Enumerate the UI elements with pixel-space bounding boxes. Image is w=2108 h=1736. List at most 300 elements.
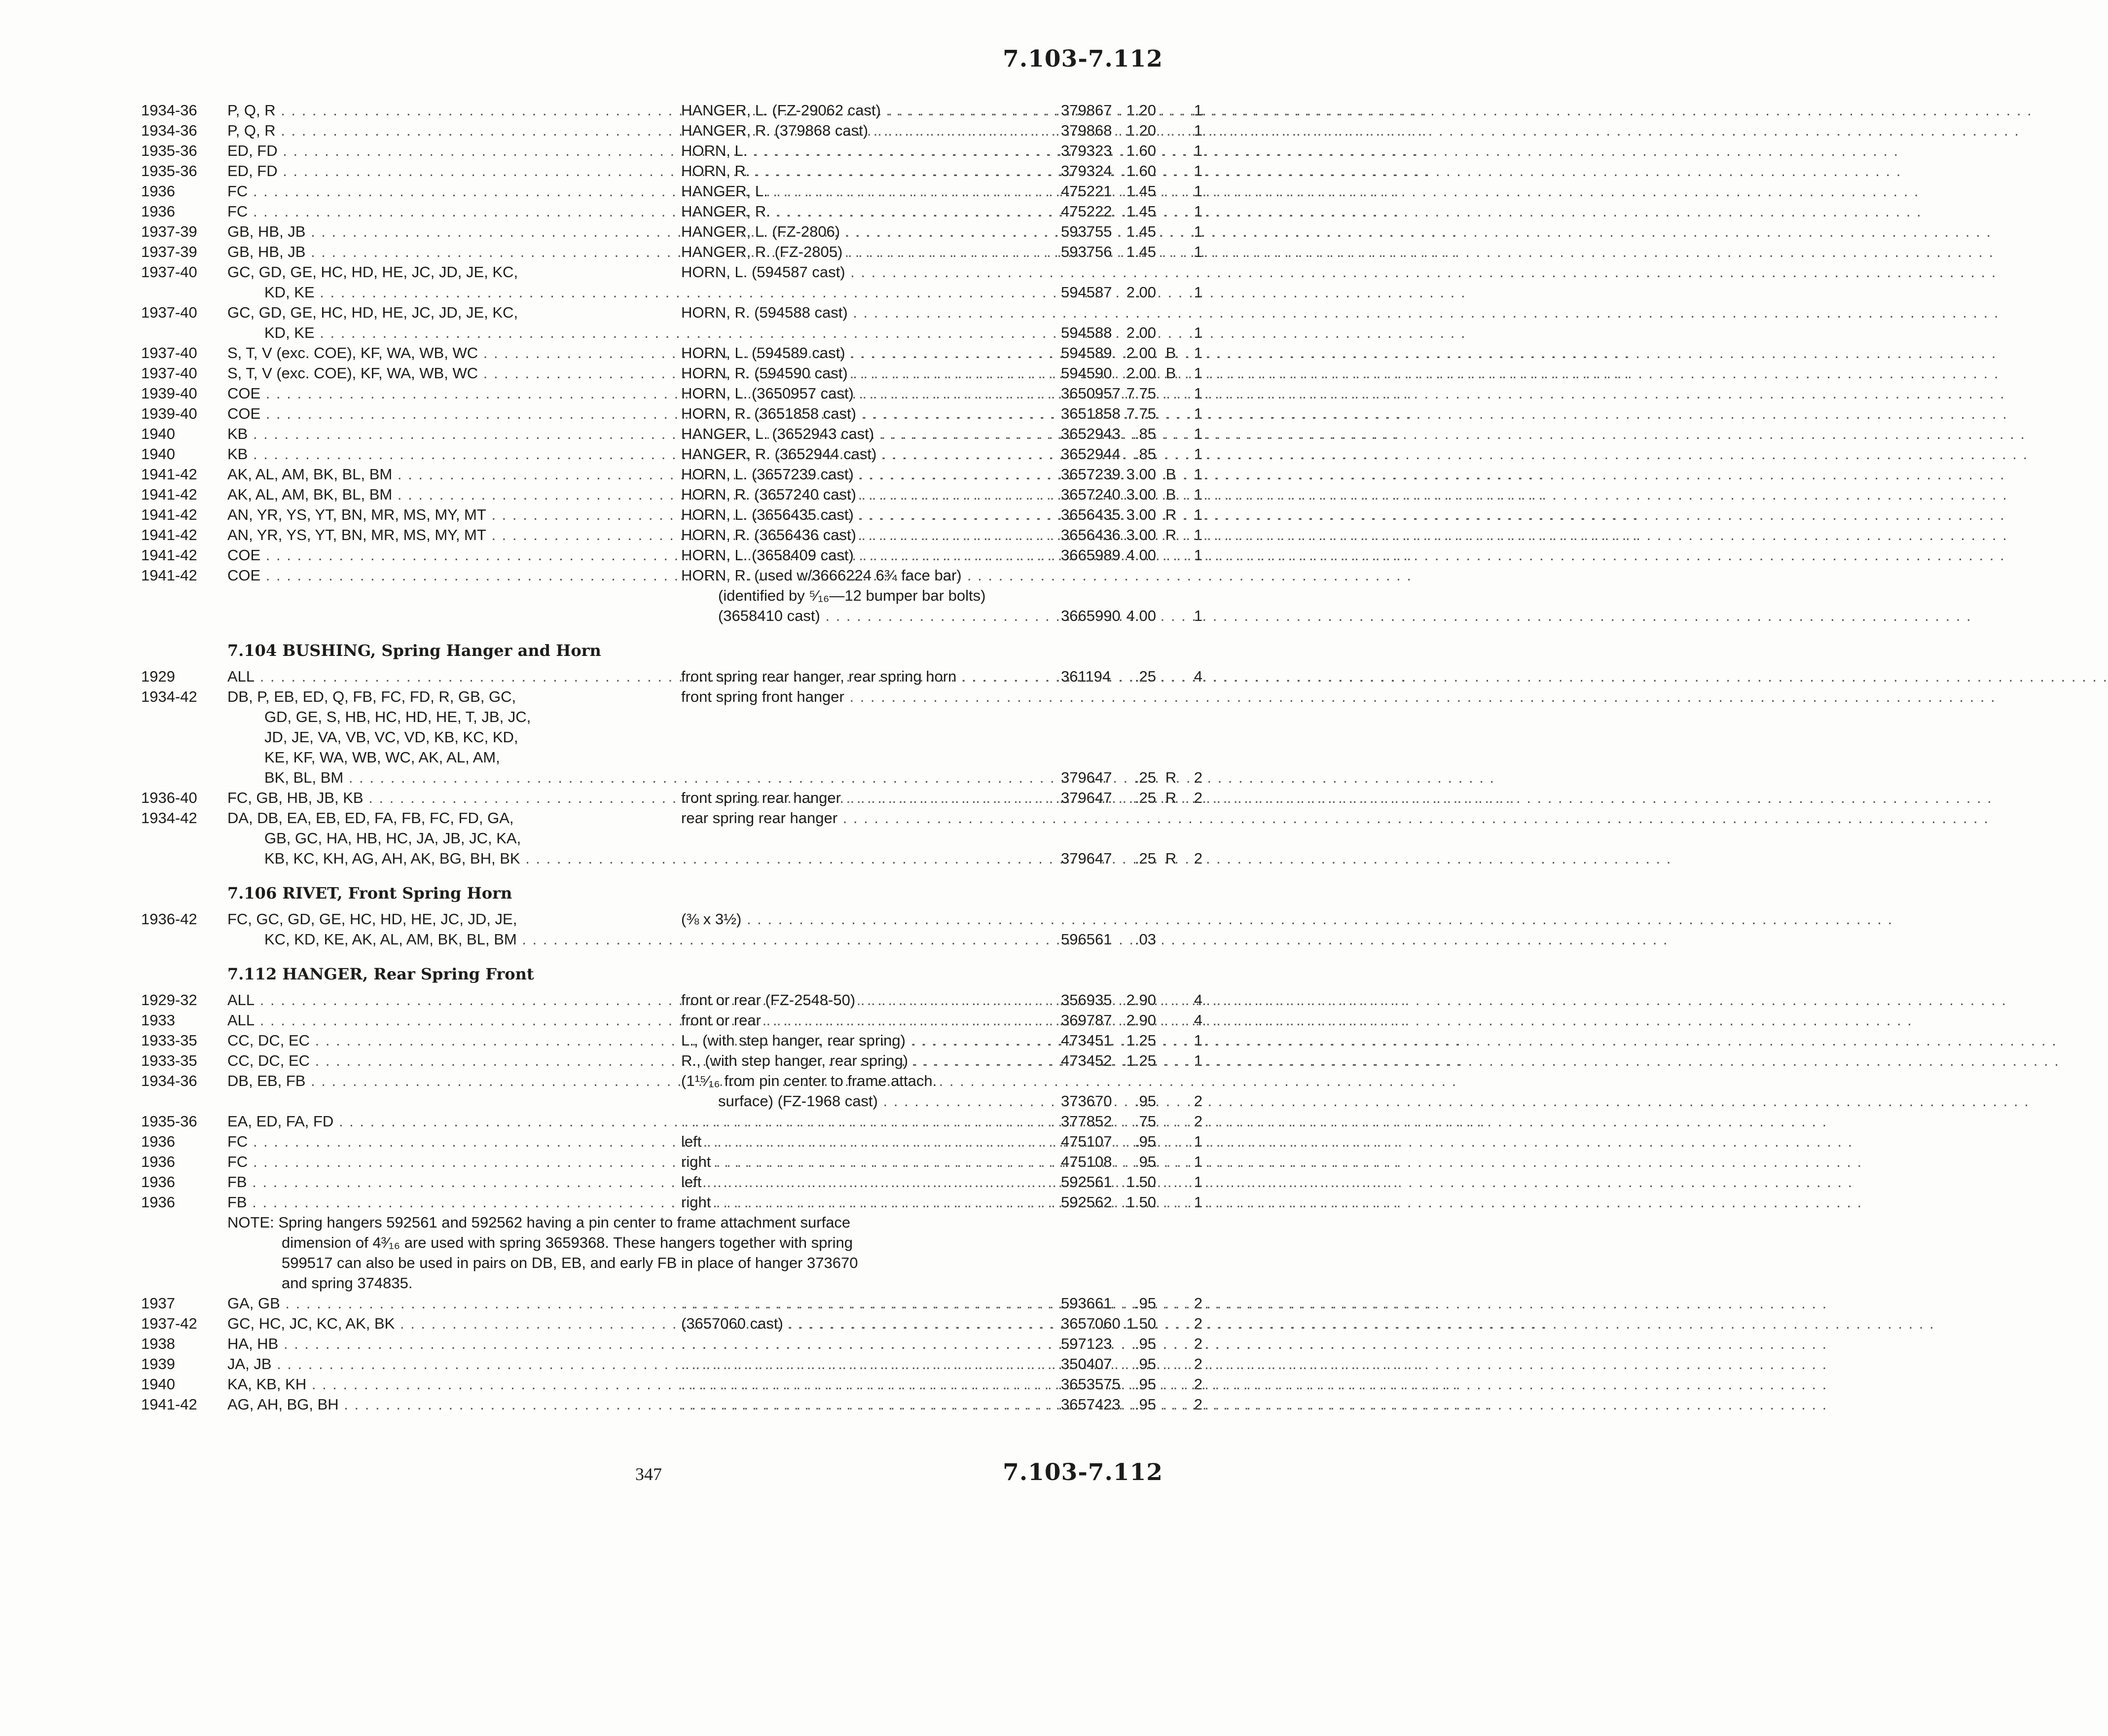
table-row [141,100,1202,120]
models-cell: FC . . . [227,181,681,201]
models-cell: P, Q, R . . . [227,120,681,141]
description-cell [681,1334,1061,1354]
year-cell: 1936 [141,1133,175,1150]
models-cell: ALL . . . [227,666,681,687]
quantity-cell: 1 [1194,162,1202,180]
table-row [141,1293,1202,1313]
table-row [141,687,1163,707]
models-cell: KB . . . [227,424,681,444]
year-cell: 1941-42 [141,506,197,523]
part-number-cell: 379647 [1061,850,1112,867]
table-row [141,909,1163,929]
year-cell: 1937-42 [141,1315,197,1332]
models-cell: P, Q, R . . . [227,100,681,120]
empty-cell [1061,707,1098,727]
price-cell: 2.00 [1126,284,1156,301]
part-number-cell: 3651858 [1061,405,1121,422]
models-cell-continued: BK, BL, BM . . . [227,767,681,788]
empty-cell [1186,585,1202,606]
empty-cell [1156,585,1186,606]
part-number-cell: 3657423 [1061,1396,1121,1413]
note-line: and spring 374835. [282,1274,413,1292]
description-cell-continued [681,747,1061,767]
description-cell: HANGER, L. (3652943 cast) . . . [681,424,1061,444]
year-cell: 1937-40 [141,364,197,382]
description-cell: HORN, L. (594589 cast) . . . [681,343,1061,363]
year-cell: 1937-40 [141,263,197,281]
price-cell: 2.00 [1126,344,1156,362]
part-number-cell: 594587 [1061,284,1112,301]
description-cell: (3657060 cast) . . . [681,1313,1061,1334]
description-cell: HORN, L. (594587 cast) . . . [681,262,1061,282]
empty-cell [1061,828,1098,848]
models-cell-continued: KB, KC, KH, AG, AH, AK, BG, BH, BK . . . [227,848,681,868]
price-cell: .95 [1134,1295,1156,1312]
empty-cell [141,767,227,788]
description-cell: left . . . [681,1131,1061,1152]
part-number-cell: 475222 [1061,203,1112,220]
models-cell: FC . . . [227,1131,681,1152]
models-cell: AN, YR, YS, YT, BN, MR, MS, MY, MT . . . [227,505,681,525]
models-cell: FC, GC, GD, GE, HC, HD, HE, JC, JD, JE, [227,910,517,928]
description-cell: R., (with step hanger, rear spring) . . . [681,1050,1061,1071]
table-row [141,1172,1202,1192]
models-cell: COE . . . [227,403,681,424]
models-cell: COE . . . [227,545,681,565]
table-row [141,525,1202,545]
part-number-cell: 379867 [1061,102,1112,119]
quantity-cell: 1 [1194,526,1202,543]
empty-cell [1186,828,1202,848]
empty-cell [141,929,227,949]
empty-cell [141,727,227,747]
price-cell: .75 [1134,1113,1156,1130]
models-cell-continued: GD, GE, S, HB, HC, HD, HE, T, JB, JC, [264,708,531,725]
description-cell: HORN, R. (3657240 cast) . . . [681,484,1061,505]
empty-cell [1186,707,1202,727]
quantity-cell: 1 [1194,223,1202,240]
models-cell: EA, ED, FA, FD . . . [227,1111,681,1131]
description-cell-continued [681,707,1061,727]
price-cell: 7.75 [1126,405,1156,422]
models-cell-continued: GB, GC, HA, HB, HC, JA, JB, JC, KA, [264,830,521,847]
table-row [141,221,1202,242]
models-cell: FB . . . [227,1192,681,1212]
quantity-cell: 2 [1194,1092,1202,1110]
quantity-cell: 2 [1194,1396,1202,1413]
empty-cell [1156,828,1186,848]
section-heading-7-106: 7.106 RIVET, Front Spring Horn [227,884,512,903]
price-cell: .25 [1134,769,1156,786]
quantity-cell: 1 [1194,284,1202,301]
empty-cell [1098,828,1156,848]
flag-cell: R [1165,769,1177,786]
price-cell: 1.50 [1126,1315,1156,1332]
page-number: 347 [635,1464,662,1484]
year-cell: 1941-42 [141,1396,197,1413]
quantity-cell: 1 [1194,142,1202,159]
table-row [141,403,1202,424]
table-row [141,1152,1202,1172]
table-row-continued [141,767,1202,788]
year-cell: 1939 [141,1355,175,1373]
note-block [141,1212,1076,1293]
year-cell: 1937-39 [141,243,197,260]
part-number-cell: 379647 [1061,789,1112,806]
year-cell: 1940 [141,445,175,463]
year-cell: 1934-36 [141,1072,197,1089]
description-cell-continued [681,828,1061,848]
empty-cell [1061,585,1098,606]
description-cell-continued: (identified by ⁵⁄₁₆—12 bumper bar bolts) [718,587,986,604]
models-cell: ED, FD . . . [227,161,681,181]
year-cell: 1936-40 [141,789,197,806]
table-row [141,990,1202,1010]
table-row-continued [141,323,1202,343]
part-number-cell: 3650957 [1061,385,1121,402]
quantity-cell: 1 [1194,1032,1202,1049]
part-number-cell: 596561 [1061,931,1112,948]
price-cell: 1.45 [1126,203,1156,220]
year-cell: 1934-42 [141,688,197,705]
price-cell: 7.75 [1126,385,1156,402]
quantity-cell: 1 [1194,102,1202,119]
models-cell: JA, JB . . . [227,1354,681,1374]
table-row-continued [141,828,1163,848]
description-cell: left . . . [681,1172,1061,1192]
parts-table-7-112 [141,990,1202,1212]
quantity-cell: 1 [1194,405,1202,422]
description-cell: HANGER, R. (379868 cast) . . . [681,120,1061,141]
models-cell: GB, HB, JB . . . [227,242,681,262]
quantity-cell: 2 [1194,1113,1202,1130]
year-cell: 1941-42 [141,567,197,584]
part-number-cell: 597123 [1061,1335,1112,1352]
flag-cell: B [1165,466,1176,483]
table-row [141,666,1202,687]
part-number-cell: 3665990 [1061,607,1121,624]
price-cell: .95 [1134,1396,1156,1413]
part-number-cell: 361194 [1061,668,1111,685]
description-cell [681,1374,1061,1394]
section-heading-7-112: 7.112 HANGER, Rear Spring Front [227,965,534,983]
part-number-cell: 356935 [1061,991,1112,1009]
part-number-cell: 369787 [1061,1012,1112,1029]
description-cell: (⅜ x 3½) . . . [681,909,1061,929]
price-cell: .95 [1134,1375,1156,1393]
models-cell: GC, GD, GE, HC, HD, HE, JC, JD, JE, KC, [227,263,518,281]
models-cell-continued: KC, KD, KE, AK, AL, AM, BK, BL, BM . . . [227,929,681,949]
page-footer-section-code: 7.103-7.112 [1003,1459,1163,1486]
part-number-cell: 592562 [1061,1194,1112,1211]
empty-cell [1186,747,1202,767]
description-cell: HORN, R. (3656436 cast) . . . [681,525,1061,545]
quantity-cell: 1 [1194,1173,1202,1191]
year-cell: 1937-40 [141,304,197,321]
part-number-cell: 593755 [1061,223,1112,240]
table-row-continued [141,1091,1202,1111]
table-row-continued [141,606,1202,626]
part-number-cell: 3652944 [1061,445,1121,463]
description-cell: HORN, R. (3651858 cast) . . . [681,403,1061,424]
year-cell: 1938 [141,1335,175,1352]
flag-cell: R [1165,850,1177,867]
models-cell-continued [227,585,681,606]
price-cell: .85 [1134,425,1156,442]
empty-cell [1156,747,1186,767]
year-cell: 1935-36 [141,162,197,180]
quantity-cell: 1 [1194,1133,1202,1150]
year-cell: 1933-35 [141,1052,197,1069]
table-row [141,1071,1163,1091]
description-cell: HANGER, R. (3652944 cast) . . . [681,444,1061,464]
models-cell: DA, DB, EA, EB, ED, FA, FB, FC, FD, GA, [227,809,514,827]
models-cell: GA, GB . . . [227,1293,681,1313]
quantity-cell: 1 [1194,486,1202,503]
table-row [141,1030,1202,1050]
models-cell: AN, YR, YS, YT, BN, MR, MS, MY, MT . . . [227,525,681,545]
quantity-cell: 1 [1194,1153,1202,1170]
price-cell: .03 [1134,931,1156,948]
description-cell: rear spring rear hanger . . . [681,808,1061,828]
price-cell: .95 [1134,1092,1156,1110]
part-number-cell: 475108 [1061,1153,1112,1170]
part-number-cell: 475107 [1061,1133,1112,1150]
year-cell: 1937 [141,1295,175,1312]
models-cell: FC, GB, HB, JB, KB . . . [227,788,681,808]
empty-cell [141,848,227,868]
quantity-cell: 1 [1194,344,1202,362]
flag-cell: B [1165,344,1176,362]
table-row [141,1192,1202,1212]
year-cell: 1934-36 [141,102,197,119]
description-cell: HANGER, R. . . . [681,201,1061,221]
price-cell: .95 [1134,1153,1156,1170]
quantity-cell: 1 [1194,445,1202,463]
table-row-continued [141,848,1202,868]
year-cell: 1936 [141,1153,175,1170]
quantity-cell: 2 [1194,1355,1202,1373]
part-number-cell: 473451 [1061,1032,1112,1049]
table-row [141,141,1202,161]
quantity-cell: 4 [1194,1012,1202,1029]
part-number-cell: 379323 [1061,142,1112,159]
table-row [141,1334,1202,1354]
table-row-continued [141,747,1163,767]
table-row [141,161,1202,181]
parts-table-7-106 [141,909,1163,949]
description-cell: HORN, R. . . . [681,161,1061,181]
quantity-cell: 2 [1194,1315,1202,1332]
part-number-cell: 379868 [1061,122,1112,139]
price-cell: 3.00 [1126,526,1156,543]
models-cell-continued [227,1091,681,1111]
part-number-cell: 3656435 [1061,506,1121,523]
year-cell: 1937-39 [141,223,197,240]
part-number-cell: 3653575 [1061,1375,1121,1393]
table-row-continued [141,585,1163,606]
models-cell: KB . . . [227,444,681,464]
models-cell: ED, FD . . . [227,141,681,161]
year-cell: 1941-42 [141,526,197,543]
table-row-continued [141,929,1163,949]
quantity-cell: 1 [1194,425,1202,442]
description-cell: HORN, L. (3656435 cast) . . . [681,505,1061,525]
empty-cell [1061,727,1098,747]
year-cell: 1929-32 [141,991,197,1009]
description-cell-continued [681,727,1061,747]
models-cell: AG, AH, BG, BH . . . [227,1394,681,1414]
models-cell: FC . . . [227,1152,681,1172]
empty-cell [1061,747,1098,767]
table-row [141,1111,1202,1131]
quantity-cell: 1 [1194,182,1202,200]
price-cell: 2.90 [1126,1012,1156,1029]
table-row [141,363,1202,383]
flag-cell: R [1165,506,1177,523]
table-row [141,484,1202,505]
price-cell: .25 [1134,789,1156,806]
quantity-cell: 1 [1194,122,1202,139]
quantity-cell: 1 [1194,466,1202,483]
part-number-cell: 350407 [1061,1355,1112,1373]
price-cell: 3.00 [1126,486,1156,503]
table-row-continued [141,282,1202,302]
table-row [141,181,1202,201]
description-cell: front or rear . . . [681,1010,1061,1030]
empty-cell [141,282,227,302]
price-cell: .95 [1134,1133,1156,1150]
models-cell: CC, DC, EC . . . [227,1050,681,1071]
price-cell: .95 [1134,1355,1156,1373]
price-cell: .25 [1134,850,1156,867]
note-lead: NOTE: Spring hangers 592561 and 592562 having a pin center to frame attachment surface [227,1214,851,1231]
part-number-cell: 379324 [1061,162,1112,180]
price-cell: 1.20 [1126,122,1156,139]
year-cell: 1936 [141,182,175,200]
empty-cell [1098,727,1156,747]
part-number-cell: 3657240 [1061,486,1121,503]
year-cell: 1941-42 [141,546,197,564]
models-cell: S, T, V (exc. COE), KF, WA, WB, WC . . . [227,343,681,363]
description-cell: HANGER, R. (FZ-2805) . . . [681,242,1061,262]
part-number-cell: 594588 [1061,324,1112,341]
description-cell: L., (with step hanger, rear spring) . . . [681,1030,1061,1050]
empty-cell [1186,727,1202,747]
quantity-cell: 1 [1194,243,1202,260]
quantity-cell: 2 [1194,789,1202,806]
table-row-continued [141,727,1163,747]
part-number-cell: 3657060 [1061,1315,1121,1332]
parts-list [141,100,1202,1414]
description-cell: HORN, L. (3658409 cast) . . . [681,545,1061,565]
table-row [141,424,1202,444]
models-cell: DB, P, EB, ED, Q, FB, FC, FD, R, GB, GC, [227,688,516,705]
price-cell: 4.00 [1126,546,1156,564]
models-cell: HA, HB . . . [227,1334,681,1354]
table-row [141,444,1202,464]
price-cell: 3.00 [1126,506,1156,523]
table-row [141,788,1202,808]
part-number-cell: 592561 [1061,1173,1112,1191]
quantity-cell: 1 [1194,1194,1202,1211]
description-cell: HANGER, L. (FZ-2806) . . . [681,221,1061,242]
models-cell-continued: KE, KF, WA, WB, WC, AK, AL, AM, [264,749,500,766]
table-row [141,1010,1202,1030]
description-cell [681,1394,1061,1414]
table-row [141,120,1202,141]
year-cell: 1936 [141,203,175,220]
price-cell: .85 [1134,445,1156,463]
table-row [141,808,1163,828]
quantity-cell: 2 [1194,1295,1202,1312]
year-cell: 1940 [141,1375,175,1393]
table-row [141,565,1163,585]
year-cell: 1934-36 [141,122,197,139]
price-cell: .25 [1134,668,1156,685]
description-cell-continued: (3658410 cast) . . . [681,606,1061,626]
description-cell: HORN, R. (used w/3666224 6¾ face bar) [681,567,962,584]
year-cell: 1935-36 [141,1113,197,1130]
quantity-cell: 1 [1194,506,1202,523]
parts-table-7-104 [141,666,1202,868]
description-cell: (1¹⁵⁄₁₆ from pin center to frame attach. [681,1072,937,1089]
quantity-cell: 1 [1194,607,1202,624]
price-cell: 1.50 [1126,1194,1156,1211]
flag-cell: R [1165,789,1177,806]
table-row [141,383,1202,403]
quantity-cell: 1 [1194,203,1202,220]
year-cell: 1935-36 [141,142,197,159]
year-cell: 1941-42 [141,486,197,503]
price-cell: 4.00 [1126,607,1156,624]
price-cell: 1.20 [1126,102,1156,119]
table-row [141,1354,1202,1374]
year-cell: 1933 [141,1012,175,1029]
empty-cell [1098,747,1156,767]
description-cell: front or rear (FZ-2548-50) . . . [681,990,1061,1010]
table-row [141,505,1202,525]
table-row [141,464,1202,484]
description-cell [681,1354,1061,1374]
part-number-cell: 3656436 [1061,526,1121,543]
description-cell-continued: surface) (FZ-1968 cast) . . . [681,1091,1061,1111]
description-cell: HORN, R. (594590 cast) . . . [681,363,1061,383]
description-cell: right . . . [681,1192,1061,1212]
models-cell: FB . . . [227,1172,681,1192]
table-row [141,262,1163,282]
year-cell: 1936 [141,1194,175,1211]
models-cell: KA, KB, KH . . . [227,1374,681,1394]
flag-cell: R [1165,526,1177,543]
year-cell: 1936 [141,1173,175,1191]
price-cell: 1.25 [1126,1032,1156,1049]
flag-cell: B [1165,486,1176,503]
price-cell: .95 [1134,1335,1156,1352]
empty-cell [141,1091,227,1111]
page-header-section-code: 7.103-7.112 [1003,45,1163,72]
quantity-cell: 2 [1194,1335,1202,1352]
description-cell: HANGER, L. (FZ-29062 cast) . . . [681,100,1061,120]
price-cell: 1.50 [1126,1173,1156,1191]
part-number-cell: 377852 [1061,1113,1112,1130]
year-cell: 1934-42 [141,809,197,827]
description-cell: HANGER, L. . . . [681,181,1061,201]
section-heading-7-104: 7.104 BUSHING, Spring Hanger and Horn [227,641,601,660]
price-cell: 1.45 [1126,182,1156,200]
parts-table-top [141,100,1202,626]
price-cell: 2.00 [1126,324,1156,341]
